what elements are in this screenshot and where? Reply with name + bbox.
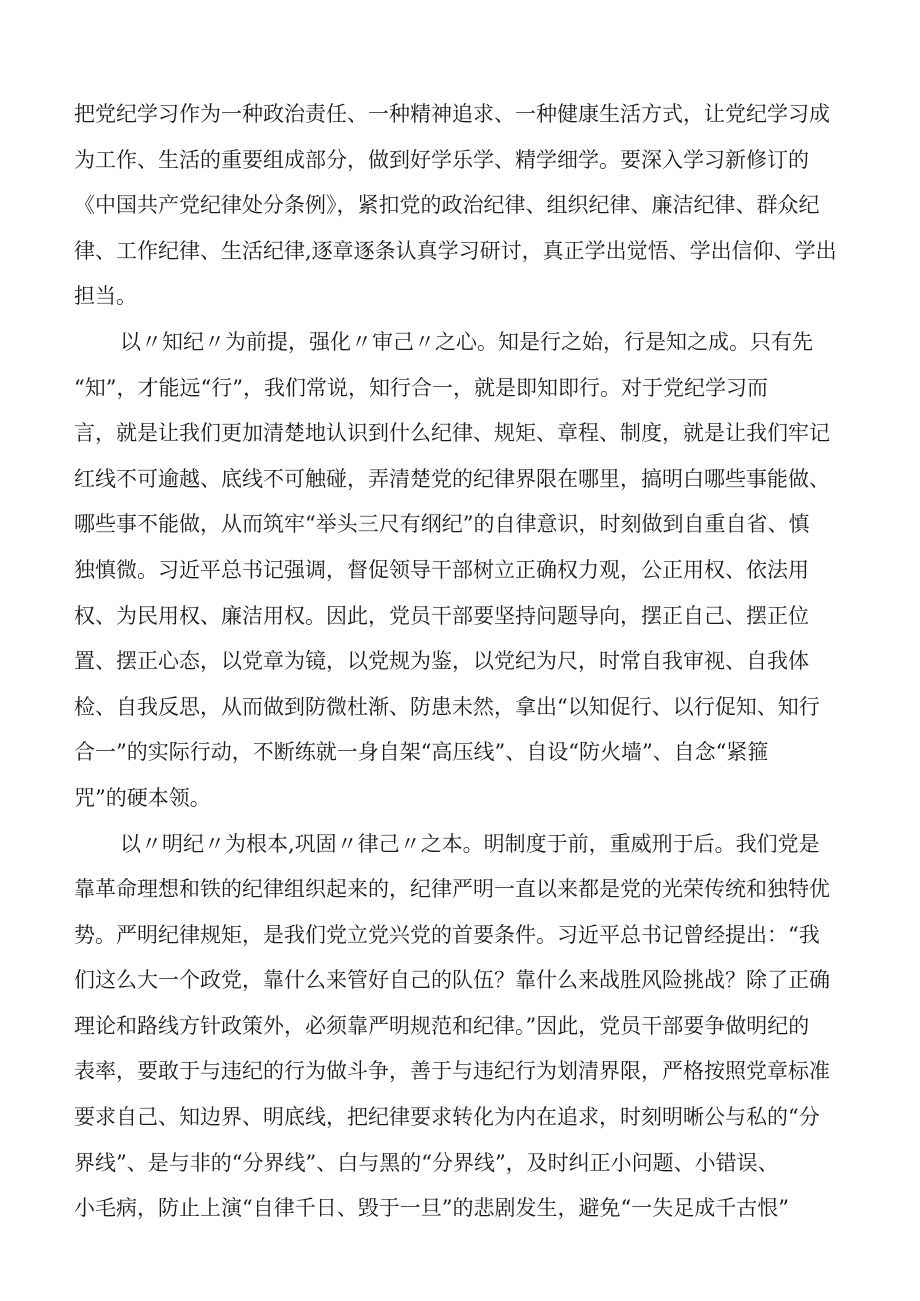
text-line: 表率，要敢于与违纪的行为做斗争，善于与违纪行为划清界限，严格按照党章标准 — [74, 1059, 830, 1084]
text-line: 检、自我反思，从而做到防微杜渐、防患未然，拿出“以知促行、以行促知、知行 — [74, 694, 820, 719]
paragraph-3 — [74, 822, 860, 1232]
text-line: 理论和路线方针政策外，必须靠严明规范和纪律。”因此，党员干部要争做明纪的 — [74, 1013, 810, 1038]
text-line: 置、摆正心态，以党章为镜，以党规为鉴，以党纪为尺，时常自我审视、自我体 — [74, 649, 809, 674]
text-line: 独慎微。习近平总书记强调，督促领导干部树立正确权力观，公正用权、依法用 — [74, 557, 809, 582]
text-line: 权、为民用权、廉洁用权。因此，党员干部要坚持问题导向，摆正自己、摆正位 — [74, 603, 809, 628]
text-line: 以〃知纪〃为前提，强化〃审己〃之心。知是行之始，行是知之成。只有先 — [120, 329, 813, 354]
text-line: 们这么大一个政党，靠什么来管好自己的队伍？靠什么来战胜风险挑战？除了正确 — [74, 968, 830, 993]
text-line: 合一”的实际行动，不断练就一身自架“高压线”、自设“防火墙”、自念“紧箍 — [74, 740, 769, 765]
text-line: 言，就是让我们更加清楚地认识到什么纪律、规矩、章程、制度，就是让我们牢记 — [74, 421, 830, 446]
text-line: “知”，才能远“行”，我们常说，知行合一，就是即知即行。对于党纪学习而 — [74, 375, 768, 400]
text-line: 把党纪学习作为一种政治责任、一种精神追求、一种健康生活方式，让党纪学习成 — [74, 102, 830, 126]
text-line: 《中国共产党纪律处分条例》，紧扣党的政治纪律、组织纪律、廉洁纪律、群众纪 — [74, 193, 820, 218]
text-line: 律、工作纪律、生活纪律,逐章逐条认真学习研讨，真正学出觉悟、学出信仰、学出 — [74, 238, 837, 263]
text-line: 担当。 — [74, 284, 137, 309]
text-line: 为工作、生活的重要组成部分，做到好学乐学、精学细学。要深入学习新修订的 — [74, 147, 809, 172]
text-line: 势。严明纪律规矩，是我们党立党兴党的首要条件。习近平总书记曾经提出：“我 — [74, 922, 820, 947]
text-line: 红线不可逾越、底线不可触碰，弄清楚党的纪律界限在哪里，搞明白哪些事能做、 — [74, 466, 830, 491]
text-line: 咒”的硬本领。 — [74, 785, 211, 810]
paragraph-2 — [74, 320, 860, 822]
document-body — [74, 92, 860, 1232]
text-line: 哪些事不能做，从而筑牢“举头三尺有纲纪”的自律意识，时刻做到自重自省、慎 — [74, 512, 810, 537]
paragraph-1 — [74, 92, 860, 320]
text-line: 界线”、是与非的“分界线”、白与黑的“分界线”，及时纠正小问题、小错误、 — [74, 1150, 779, 1175]
text-line: 小毛病，防止上演“自律千日、毁于一旦”的悲剧发生，避免“一失足成千古恨” — [74, 1196, 789, 1221]
text-line: 靠革命理想和铁的纪律组织起来的，纪律严明一直以来都是党的光荣传统和独特优 — [74, 877, 830, 902]
text-line: 要求自己、知边界、明底线，把纪律要求转化为内在追求，时刻明晰公与私的“分 — [74, 1105, 820, 1130]
text-line: 以〃明纪〃为根本,巩固〃律己〃之本。明制度于前，重威刑于后。我们党是 — [120, 831, 820, 856]
